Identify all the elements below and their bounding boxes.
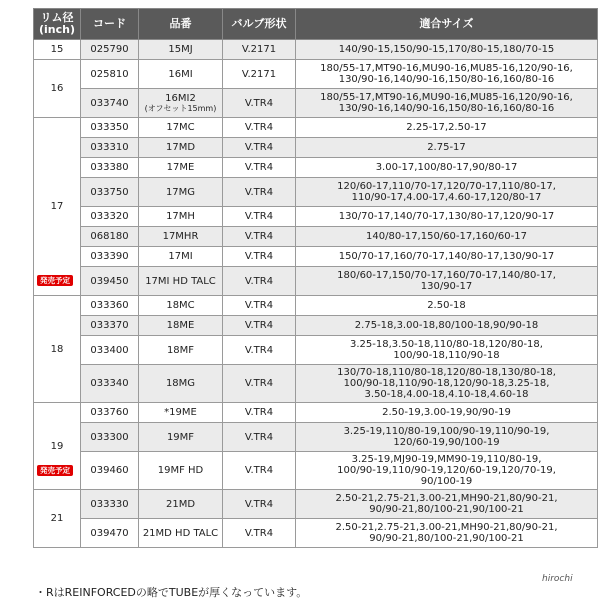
table-row <box>34 423 598 452</box>
fit-size-line: 120/60-17,110/70-17,120/70-17,110/80-17, <box>337 181 556 192</box>
code-cell <box>81 60 139 89</box>
code-cell <box>81 247 139 267</box>
fit-sizes-cell <box>296 227 598 247</box>
valve-type-cell: V.TR4 <box>223 118 296 138</box>
code-cell <box>40 452 139 490</box>
code-cell <box>81 207 139 227</box>
code-cell <box>81 336 139 365</box>
header-rim-line: リム径 <box>40 11 74 24</box>
part-number-text: 18ME <box>166 320 195 331</box>
code-text: 033400 <box>90 344 129 356</box>
fit-sizes-cell <box>296 336 598 365</box>
fit-size-line: 90/100-19 <box>420 476 473 487</box>
valve-type-cell: V.TR4 <box>223 138 296 158</box>
code-text: 039450 <box>90 275 129 287</box>
table-row <box>34 227 598 247</box>
table-row <box>34 365 598 403</box>
valve-type-cell: V.TR4 <box>223 178 296 207</box>
code-text: 025790 <box>90 44 129 55</box>
part-number-cell <box>139 227 223 247</box>
valve-type-cell: V.TR4 <box>223 403 296 423</box>
fit-sizes-cell <box>296 452 598 490</box>
table-row <box>34 60 598 89</box>
part-number-text: 17MI HD TALC <box>145 275 216 287</box>
code-text: 033320 <box>90 211 129 222</box>
fit-size-line: 3.25-19,MJ90-19,MM90-19,110/80-19, <box>351 454 542 465</box>
code-cell <box>81 158 139 178</box>
fit-size-line: 130/90-16,140/90-16,150/80-16,160/80-16 <box>338 74 555 85</box>
header-part: 品番 <box>139 9 223 40</box>
table-row <box>34 178 598 207</box>
part-number-cell <box>139 138 223 158</box>
fit-size-line: 140/90-15,150/90-15,170/80-15,180/70-15 <box>338 44 555 55</box>
part-number-cell <box>139 158 223 178</box>
code-text: 033360 <box>90 300 129 311</box>
part-number-text: 16MI2 <box>165 93 196 104</box>
part-number-cell <box>139 40 223 60</box>
fit-size-line: 130/90-17 <box>420 281 473 292</box>
fit-sizes-cell <box>296 158 598 178</box>
code-cell <box>81 403 139 423</box>
valve-type-cell: V.TR4 <box>223 519 296 548</box>
header-rim-line: (inch) <box>38 23 75 36</box>
fit-sizes-cell <box>296 247 598 267</box>
code-cell <box>81 178 139 207</box>
part-number-cell <box>139 296 223 316</box>
table-row <box>34 207 598 227</box>
fit-size-line: 150/70-17,160/70-17,140/80-17,130/90-17 <box>338 251 555 262</box>
code-text: 033740 <box>90 97 129 109</box>
code-text: 033300 <box>90 431 129 443</box>
part-number-cell <box>139 452 223 490</box>
table-row <box>34 158 598 178</box>
fit-size-line: 180/60-17,150/70-17,160/70-17,140/80-17, <box>337 270 556 281</box>
fit-sizes-cell <box>296 296 598 316</box>
valve-type-cell: V.TR4 <box>223 207 296 227</box>
part-number-text: 19MF <box>166 431 195 443</box>
part-number-note: (オフセット15mm) <box>144 104 217 113</box>
fit-size-line: 2.75-17 <box>427 142 466 153</box>
fit-size-line: 3.25-18,3.50-18,110/80-18,120/80-18, <box>350 339 543 350</box>
fit-size-line: 3.50-18,4.00-18,4.10-18,4.60-18 <box>364 389 529 400</box>
table-row <box>34 40 598 60</box>
code-cell <box>81 89 139 118</box>
fit-size-line: 2.25-17,2.50-17 <box>406 122 487 133</box>
valve-type-cell: V.TR4 <box>223 336 296 365</box>
fit-size-line: 2.50-21,2.75-21,3.00-21,MH90-21,80/90-21, <box>335 522 558 533</box>
part-number-cell <box>139 267 223 296</box>
part-number-cell <box>139 178 223 207</box>
code-text: 039470 <box>90 527 129 539</box>
header-valve: バルブ形状 <box>223 9 296 40</box>
part-number-cell <box>139 490 223 519</box>
rim-size-cell: 15 <box>34 40 81 60</box>
table-row <box>34 452 598 490</box>
code-text: 033390 <box>90 251 129 262</box>
footnote: ・RはREINFORCEDの略でTUBEが厚くなっています。 <box>35 586 308 599</box>
code-cell <box>81 138 139 158</box>
code-cell <box>81 365 139 403</box>
part-number-text: 18MC <box>166 300 195 311</box>
valve-type-cell: V.2171 <box>223 60 296 89</box>
part-number-text: 18MG <box>165 378 196 389</box>
fit-size-line: 100/90-19,110/90-19,120/60-19,120/70-19, <box>337 465 556 476</box>
fit-sizes-cell <box>296 365 598 403</box>
code-cell <box>81 296 139 316</box>
code-text: 033380 <box>90 162 129 173</box>
fit-size-line: 2.75-18,3.00-18,80/100-18,90/90-18 <box>354 320 539 331</box>
fit-size-line: 130/70-17,140/70-17,130/80-17,120/90-17 <box>338 211 555 222</box>
valve-type-cell: V.TR4 <box>223 490 296 519</box>
header-sizes: 適合サイズ <box>296 9 598 40</box>
part-number-text: 17MH <box>166 211 195 222</box>
code-cell <box>81 118 139 138</box>
part-number-cell <box>139 89 223 118</box>
valve-type-cell: V.TR4 <box>223 423 296 452</box>
part-number-cell <box>139 316 223 336</box>
header-rim <box>34 9 81 40</box>
valve-type-cell: V.TR4 <box>223 452 296 490</box>
fit-size-line: 90/90-21,80/100-21,90/100-21 <box>369 504 524 515</box>
code-text: 025810 <box>90 68 129 80</box>
table-row <box>34 403 598 423</box>
part-number-text: *19ME <box>164 407 197 418</box>
table-row <box>34 247 598 267</box>
upcoming-release-badge: 発売予定 <box>37 275 73 286</box>
fit-size-line: 3.00-17,100/80-17,90/80-17 <box>375 162 518 173</box>
tube-fitment-table <box>33 8 598 548</box>
valve-type-cell: V.TR4 <box>223 267 296 296</box>
fit-size-line: 140/80-17,150/60-17,160/60-17 <box>366 231 527 242</box>
fit-size-line: 180/55-17,MT90-16,MU90-16,MU85-16,120/90-16, <box>320 63 573 74</box>
watermark: hirochi <box>542 574 573 584</box>
fit-size-line: 100/90-18,110/90-18,120/90-18,3.25-18, <box>343 378 550 389</box>
fit-size-line: 130/90-16,140/90-16,150/80-16,160/80-16 <box>338 103 555 114</box>
fit-sizes-cell <box>296 40 598 60</box>
part-number-text: 17MC <box>166 122 195 133</box>
code-cell <box>81 490 139 519</box>
code-cell <box>40 267 139 296</box>
fit-sizes-cell <box>296 60 598 89</box>
part-number-text: 17ME <box>166 162 195 173</box>
rim-size-cell: 19 <box>34 403 81 490</box>
part-number-text: 17MD <box>165 142 196 153</box>
part-number-cell <box>139 207 223 227</box>
table-row <box>34 519 598 548</box>
part-number-cell <box>139 519 223 548</box>
rim-size-cell: 17 <box>34 118 81 296</box>
table-row <box>34 118 598 138</box>
table-row <box>34 267 598 296</box>
table-row <box>34 336 598 365</box>
fit-size-line: 90/90-21,80/100-21,90/100-21 <box>369 533 524 544</box>
part-number-cell <box>139 247 223 267</box>
fit-size-line: 2.50-21,2.75-21,3.00-21,MH90-21,80/90-21, <box>335 493 558 504</box>
code-cell <box>81 227 139 247</box>
rim-size-cell: 16 <box>34 60 81 118</box>
part-number-cell <box>139 403 223 423</box>
code-cell <box>81 423 139 452</box>
table-row <box>34 89 598 118</box>
table-row <box>34 490 598 519</box>
code-text: 033370 <box>90 320 129 331</box>
fitment-table-wrapper <box>33 8 599 548</box>
upcoming-release-badge: 発売予定 <box>37 465 73 476</box>
table-row <box>34 138 598 158</box>
part-number-cell <box>139 336 223 365</box>
code-text: 033340 <box>90 378 129 389</box>
fit-size-line: 2.50-19,3.00-19,90/90-19 <box>382 407 511 418</box>
code-cell <box>81 519 139 548</box>
part-number-cell <box>139 365 223 403</box>
part-number-text: 17MHR <box>162 231 199 242</box>
fit-sizes-cell <box>296 118 598 138</box>
header-code: コード <box>81 9 139 40</box>
fit-sizes-cell <box>296 403 598 423</box>
part-number-text: 21MD <box>165 498 196 510</box>
code-text: 033310 <box>90 142 129 153</box>
valve-type-cell: V.TR4 <box>223 296 296 316</box>
code-text: 068180 <box>90 231 129 242</box>
fit-sizes-cell <box>296 178 598 207</box>
part-number-cell <box>139 60 223 89</box>
fit-size-line: 110/90-17,4.00-17,4.60-17,120/80-17 <box>351 192 542 203</box>
part-number-text: 18MF <box>166 344 195 356</box>
fit-size-line: 2.50-18 <box>427 300 466 311</box>
table-row <box>34 316 598 336</box>
fit-sizes-cell <box>296 207 598 227</box>
fit-sizes-cell <box>296 316 598 336</box>
code-text: 033350 <box>90 122 129 133</box>
table-row <box>34 296 598 316</box>
rim-size-cell: 21 <box>34 490 81 548</box>
fit-size-line: 180/55-17,MT90-16,MU90-16,MU85-16,120/90-16, <box>320 92 573 103</box>
fit-size-line: 100/90-18,110/90-18 <box>393 350 500 361</box>
valve-type-cell: V.TR4 <box>223 89 296 118</box>
fit-sizes-cell <box>296 267 598 296</box>
fit-size-line: 130/70-18,110/80-18,120/80-18,130/80-18, <box>337 367 556 378</box>
valve-type-cell: V.2171 <box>223 40 296 60</box>
part-number-cell <box>139 118 223 138</box>
part-number-text: 17MG <box>165 186 196 198</box>
fit-sizes-cell <box>296 519 598 548</box>
fit-size-line: 120/60-19,90/100-19 <box>393 437 500 448</box>
table-body <box>34 40 598 548</box>
valve-type-cell: V.TR4 <box>223 158 296 178</box>
fit-sizes-cell <box>296 138 598 158</box>
part-number-text: 15MJ <box>168 44 193 55</box>
fit-size-line: 3.25-19,110/80-19,100/90-19,110/90-19, <box>343 426 550 437</box>
code-text: 033760 <box>90 407 129 418</box>
code-text: 039460 <box>90 465 129 476</box>
part-number-text: 21MD HD TALC <box>142 527 219 539</box>
fit-sizes-cell <box>296 490 598 519</box>
part-number-text: 19MF HD <box>157 465 204 476</box>
rim-size-cell: 18 <box>34 296 81 403</box>
code-cell <box>81 316 139 336</box>
part-number-text: 17MI <box>168 251 193 262</box>
part-number-text: 16MI <box>168 68 193 80</box>
header-row <box>34 9 598 40</box>
code-text: 033750 <box>90 186 129 198</box>
fit-sizes-cell <box>296 423 598 452</box>
valve-type-cell: V.TR4 <box>223 365 296 403</box>
code-text: 033330 <box>90 498 129 510</box>
part-number-cell <box>139 423 223 452</box>
valve-type-cell: V.TR4 <box>223 316 296 336</box>
code-cell <box>81 40 139 60</box>
fit-sizes-cell <box>296 89 598 118</box>
valve-type-cell: V.TR4 <box>223 247 296 267</box>
valve-type-cell: V.TR4 <box>223 227 296 247</box>
